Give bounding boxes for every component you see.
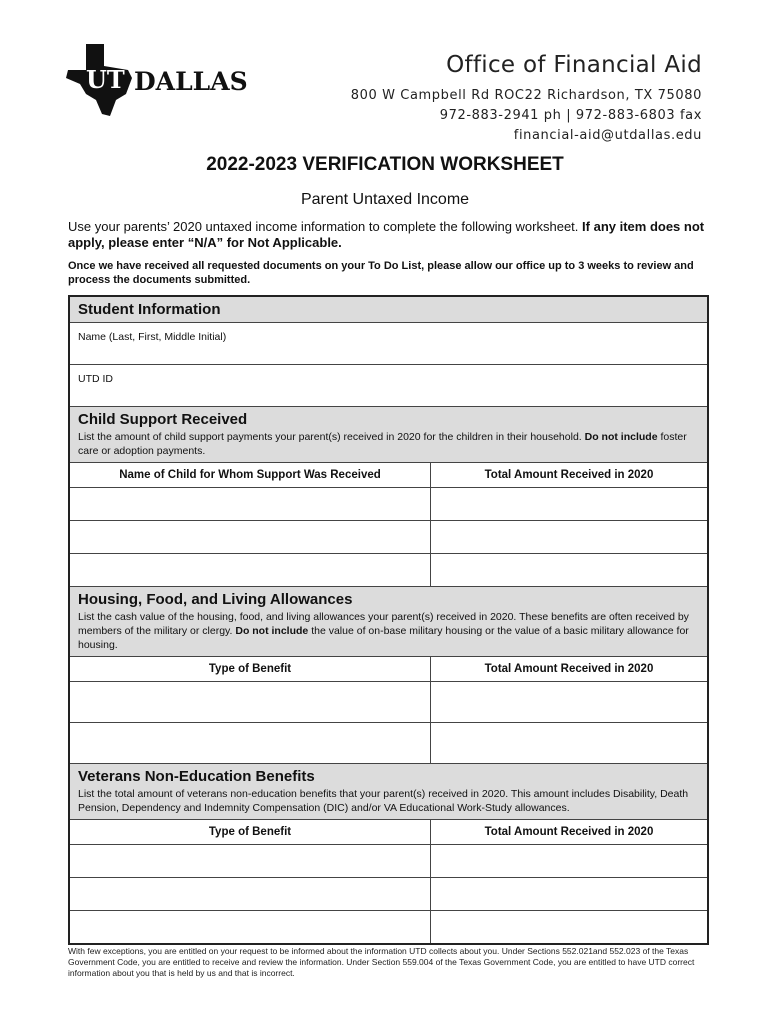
child-amount-col: Total Amount Received in 2020 bbox=[431, 463, 708, 488]
worksheet-subtitle: Parent Untaxed Income bbox=[300, 191, 470, 208]
intro-bold: If any item does not apply, please enter “N/A” for Not Applicable. bbox=[68, 219, 705, 250]
child-support-title: Child Support Received bbox=[78, 411, 248, 428]
worksheet-form bbox=[68, 295, 709, 945]
privacy-footer: With few exceptions, you are entitled on your request to be informed about the information UTD collects about you. Under Sections 552.021and 552.023 of the Texas Government Code, you are entitled to receive and review the information. Under Section 559.004 of the Texas Government Code, you are entitled to have UTD correct information about you that is held by us and that is incorrect. bbox=[68, 946, 695, 978]
name-label: Name (Last, First, Middle Initial) bbox=[78, 331, 227, 343]
student-info-header bbox=[70, 297, 707, 323]
housing-title: Housing, Food, and Living Allowances bbox=[78, 591, 353, 608]
housing-table bbox=[70, 657, 707, 764]
table-row bbox=[70, 845, 707, 878]
veterans-desc: List the total amount of veterans non-education benefits that your parent(s) received in 2020. This amount includes Disability, Death Pension, Dependency and Indemnity Compensation (DIC) and/or VA Educational Work-Study allowances. bbox=[78, 788, 689, 814]
veterans-type-cell[interactable] bbox=[70, 911, 431, 944]
table-row bbox=[70, 488, 707, 521]
housing-type-col: Type of Benefit bbox=[70, 657, 431, 682]
utd-id-label: UTD ID bbox=[78, 373, 113, 385]
table-row bbox=[70, 911, 707, 944]
table-row bbox=[70, 723, 707, 764]
veterans-type-col: Type of Benefit bbox=[70, 820, 431, 845]
child-support-desc: List the amount of child support payments your parent(s) received in 2020 for the children in their household. Do not include foster care or adoption payments. bbox=[78, 431, 687, 457]
child-amount-cell[interactable] bbox=[431, 488, 708, 521]
name-field[interactable] bbox=[70, 323, 707, 365]
worksheet-title: 2022-2023 VERIFICATION WORKSHEET bbox=[206, 154, 564, 175]
utd-id-field[interactable] bbox=[70, 365, 707, 407]
housing-amount-cell[interactable] bbox=[431, 682, 708, 723]
table-row bbox=[70, 554, 707, 587]
child-amount-cell[interactable] bbox=[431, 521, 708, 554]
veterans-type-cell[interactable] bbox=[70, 878, 431, 911]
child-support-header bbox=[70, 407, 707, 463]
child-support-table bbox=[70, 463, 707, 587]
housing-amount-col: Total Amount Received in 2020 bbox=[431, 657, 708, 682]
housing-header bbox=[70, 587, 707, 657]
table-row bbox=[70, 682, 707, 723]
veterans-header bbox=[70, 764, 707, 820]
office-address: 800 W Campbell Rd ROC22 Richardson, TX 75080 bbox=[350, 88, 702, 103]
housing-type-cell[interactable] bbox=[70, 682, 431, 723]
housing-type-cell[interactable] bbox=[70, 723, 431, 764]
housing-desc: List the cash value of the housing, food, and living allowances your parent(s) received in 2020. These benefits are often received by members of the military or clergy. Do not include the value of on-base military housing or the value of a basic military allowance for housing. bbox=[78, 611, 689, 651]
table-row bbox=[70, 521, 707, 554]
child-amount-cell[interactable] bbox=[431, 554, 708, 587]
veterans-amount-cell[interactable] bbox=[431, 911, 708, 944]
child-name-cell[interactable] bbox=[70, 521, 431, 554]
veterans-amount-cell[interactable] bbox=[431, 878, 708, 911]
veterans-amount-cell[interactable] bbox=[431, 845, 708, 878]
office-contact-block bbox=[351, 52, 702, 146]
office-email: financial-aid@utdallas.edu bbox=[513, 128, 702, 143]
intro-paragraph bbox=[68, 219, 708, 251]
office-title: Office of Financial Aid bbox=[446, 52, 702, 78]
logo-dallas-text: DALLAS bbox=[134, 67, 248, 96]
housing-amount-cell[interactable] bbox=[431, 723, 708, 764]
logo-ut-text: UT bbox=[86, 65, 125, 94]
student-info-title: Student Information bbox=[78, 301, 221, 318]
veterans-amount-col: Total Amount Received in 2020 bbox=[431, 820, 708, 845]
processing-note: Once we have received all requested documents on your To Do List, please allow our office up to 3 weeks to review and process the documents submitted. bbox=[68, 260, 694, 286]
veterans-title: Veterans Non-Education Benefits bbox=[78, 768, 315, 785]
intro-text: Use your parents’ 2020 untaxed income information to complete the following worksheet. bbox=[68, 219, 583, 234]
child-name-cell[interactable] bbox=[70, 488, 431, 521]
texas-shape-icon bbox=[66, 44, 256, 118]
veterans-type-cell[interactable] bbox=[70, 845, 431, 878]
table-row bbox=[70, 878, 707, 911]
child-name-cell[interactable] bbox=[70, 554, 431, 587]
child-name-col: Name of Child for Whom Support Was Received bbox=[70, 463, 431, 488]
office-phones: 972-883-2941 ph | 972-883-6803 fax bbox=[439, 108, 702, 123]
veterans-table bbox=[70, 820, 707, 943]
utd-logo bbox=[66, 44, 256, 118]
